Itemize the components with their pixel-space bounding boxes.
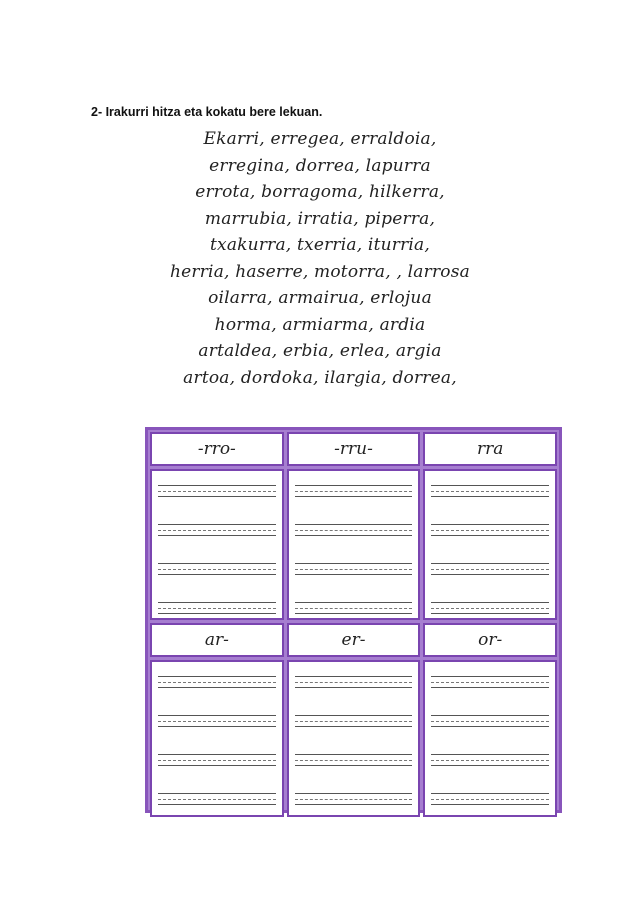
guide-line: [158, 726, 276, 727]
guide-line: [158, 485, 276, 486]
guide-line: [431, 804, 549, 805]
guide-line: [431, 496, 549, 497]
guide-line: [158, 602, 276, 603]
guide-line: [431, 799, 549, 800]
guide-line: [158, 535, 276, 536]
guide-line: [295, 682, 413, 683]
guide-line: [431, 602, 549, 603]
guide-line: [431, 760, 549, 761]
guide-line: [158, 563, 276, 564]
guide-line: [158, 613, 276, 614]
guide-line: [431, 530, 549, 531]
guide-line: [431, 721, 549, 722]
guide-line: [295, 726, 413, 727]
column-header-or: or-: [423, 623, 557, 657]
column-header-er: er-: [287, 623, 421, 657]
word-line: artaldea, erbia, erlea, argia: [198, 341, 442, 361]
guide-line: [295, 574, 413, 575]
guide-line: [158, 799, 276, 800]
guide-line: [295, 804, 413, 805]
guide-line: [158, 569, 276, 570]
guide-line: [431, 524, 549, 525]
guide-line: [431, 608, 549, 609]
guide-line: [158, 608, 276, 609]
word-line: artoa, dordoka, ilargia, dorrea,: [183, 367, 457, 388]
guide-line: [158, 530, 276, 531]
guide-line: [295, 765, 413, 766]
guide-line: [295, 793, 413, 794]
guide-line: [158, 574, 276, 575]
guide-line: [431, 715, 549, 716]
guide-line: [431, 765, 549, 766]
word-list: [150, 126, 490, 391]
guide-line: [158, 676, 276, 677]
exercise-heading: 2- Irakurri hitza eta kokatu bere lekuan.: [91, 105, 323, 119]
word-line: erregina, dorrea, lapurra: [209, 155, 431, 176]
guide-line: [295, 721, 413, 722]
word-line: marrubia, irratia, piperra,: [204, 208, 436, 229]
guide-line: [295, 715, 413, 716]
guide-line: [158, 754, 276, 755]
sorting-table: [145, 427, 562, 813]
guide-line: [295, 485, 413, 486]
writing-cell[interactable]: [287, 469, 421, 620]
guide-line: [158, 687, 276, 688]
guide-line: [158, 491, 276, 492]
guide-line: [158, 682, 276, 683]
writing-cell[interactable]: [150, 469, 284, 620]
guide-line: [431, 491, 549, 492]
guide-line: [295, 535, 413, 536]
guide-line: [431, 613, 549, 614]
guide-line: [295, 491, 413, 492]
word-line: horma, armiarma, ardia: [214, 314, 426, 335]
guide-line: [158, 524, 276, 525]
guide-line: [295, 602, 413, 603]
column-header-rra: rra: [423, 432, 557, 466]
guide-line: [431, 569, 549, 570]
guide-line: [431, 676, 549, 677]
guide-line: [158, 793, 276, 794]
guide-line: [158, 765, 276, 766]
guide-line: [158, 721, 276, 722]
guide-line: [295, 754, 413, 755]
guide-line: [295, 496, 413, 497]
guide-line: [295, 530, 413, 531]
guide-line: [295, 569, 413, 570]
guide-line: [431, 574, 549, 575]
guide-line: [431, 485, 549, 486]
guide-line: [431, 535, 549, 536]
guide-line: [295, 613, 413, 614]
guide-line: [295, 563, 413, 564]
guide-line: [431, 687, 549, 688]
guide-line: [295, 799, 413, 800]
guide-line: [158, 496, 276, 497]
guide-line: [431, 793, 549, 794]
column-header-rro: -rro-: [150, 432, 284, 466]
guide-line: [431, 754, 549, 755]
writing-cell[interactable]: [423, 469, 557, 620]
word-line: oilarra, armairua, erlojua: [208, 288, 432, 308]
writing-cell[interactable]: [150, 660, 284, 817]
guide-line: [158, 804, 276, 805]
guide-line: [431, 563, 549, 564]
guide-line: [295, 524, 413, 525]
word-line: herria, haserre, motorra, , larrosa: [170, 261, 470, 282]
guide-line: [295, 760, 413, 761]
writing-cell[interactable]: [423, 660, 557, 817]
word-line: Ekarri, erregea, erraldoia,: [203, 129, 437, 149]
guide-line: [295, 687, 413, 688]
guide-line: [158, 760, 276, 761]
guide-line: [431, 726, 549, 727]
guide-line: [431, 682, 549, 683]
column-header-rru: -rru-: [287, 432, 421, 466]
guide-line: [295, 676, 413, 677]
word-line: errota, borragoma, hilkerra,: [195, 182, 445, 202]
word-line: txakurra, txerria, iturria,: [210, 235, 430, 255]
guide-line: [295, 608, 413, 609]
guide-line: [158, 715, 276, 716]
writing-cell[interactable]: [287, 660, 421, 817]
column-header-ar: ar-: [150, 623, 284, 657]
